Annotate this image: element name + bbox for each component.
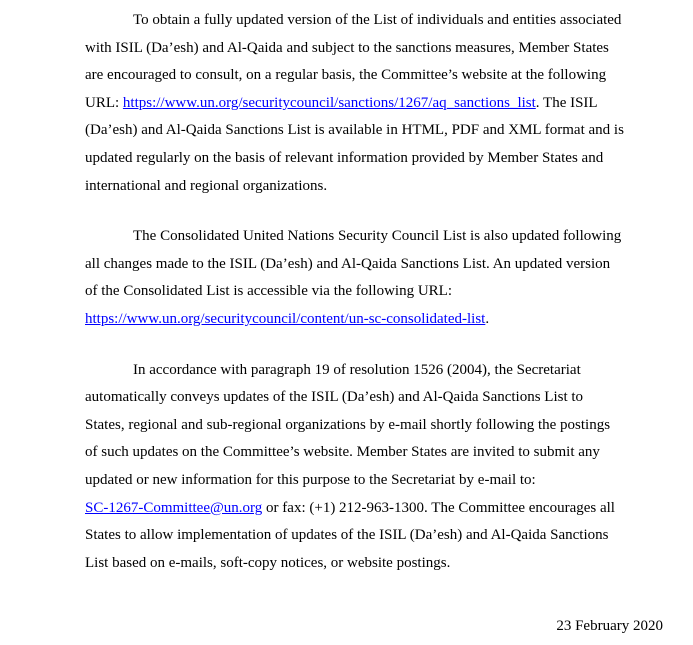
body-text: with ISIL (Da’esh) and Al-Qaida and subject to the sanctions measures, Member States xyxy=(85,39,609,56)
body-text: . xyxy=(485,310,490,327)
body-text: In accordance with paragraph 19 of resolution 1526 (2004), the Secretariat xyxy=(133,361,581,378)
body-text: updated regularly on the basis of relevant information provided by Member States and xyxy=(85,149,604,166)
text-line xyxy=(85,439,663,467)
text-line xyxy=(85,117,663,145)
text-line xyxy=(85,223,663,251)
body-text: or fax: (+1) 212-963-1300. The Committee encourages all xyxy=(262,499,615,516)
text-line xyxy=(85,7,663,35)
text-line xyxy=(85,278,663,306)
text-line xyxy=(85,173,663,201)
text-line xyxy=(85,522,663,550)
text-line xyxy=(85,306,663,334)
text-line xyxy=(85,412,663,440)
body-text: updated or new information for this purpose to the Secretariat by e-mail to: xyxy=(85,471,536,488)
text-line xyxy=(85,384,663,412)
body-text: automatically conveys updates of the ISIL (Da’esh) and Al-Qaida Sanctions List to xyxy=(85,389,584,406)
aq-sanctions-list-link[interactable]: https://www.un.org/securitycouncil/sanctions/1267/aq_sanctions_list xyxy=(122,94,536,111)
body-text: . The ISIL xyxy=(535,94,598,111)
body-text: international and regional organizations. xyxy=(85,177,328,194)
paragraph-1 xyxy=(85,7,663,200)
paragraph-2 xyxy=(85,223,663,333)
paragraph-3 xyxy=(85,357,663,578)
text-line xyxy=(85,145,663,173)
body-text: To obtain a fully updated version of the List of individuals and entities associated xyxy=(133,12,622,28)
body-text: States, regional and sub-regional organizations by e-mail shortly following the postings xyxy=(85,416,611,433)
text-line xyxy=(85,35,663,63)
body-text: States to allow implementation of updates of the ISIL (Da’esh) and Al-Qaida Sanctions xyxy=(85,527,609,544)
consolidated-list-link[interactable]: https://www.un.org/securitycouncil/content/un-sc-consolidated-list xyxy=(85,310,486,327)
committee-email-link[interactable]: SC-1267-Committee@un.org xyxy=(85,499,263,516)
body-text: URL: xyxy=(85,94,123,111)
text-line xyxy=(85,550,663,578)
text-line xyxy=(85,62,663,90)
body-text: all changes made to the ISIL (Da’esh) and Al-Qaida Sanctions List. An updated version xyxy=(85,255,611,272)
text-line xyxy=(85,90,663,118)
text-line xyxy=(85,467,663,495)
body-text: are encouraged to consult, on a regular basis, the Committee’s website at the following xyxy=(85,67,607,84)
body-text: of the Consolidated List is accessible via the following URL: xyxy=(85,283,453,300)
body-text: (Da’esh) and Al-Qaida Sanctions List is available in HTML, PDF and XML format and is xyxy=(85,122,624,139)
text-line xyxy=(85,251,663,279)
text-line xyxy=(85,495,663,523)
text-line xyxy=(85,357,663,385)
body-text: The Consolidated United Nations Security Council List is also updated following xyxy=(133,228,622,245)
body-text: of such updates on the Committee’s website. Member States are invited to submit any xyxy=(85,444,600,461)
body-text: List based on e-mails, soft-copy notices, or website postings. xyxy=(85,554,451,571)
document-date: 23 February 2020 xyxy=(556,618,663,635)
